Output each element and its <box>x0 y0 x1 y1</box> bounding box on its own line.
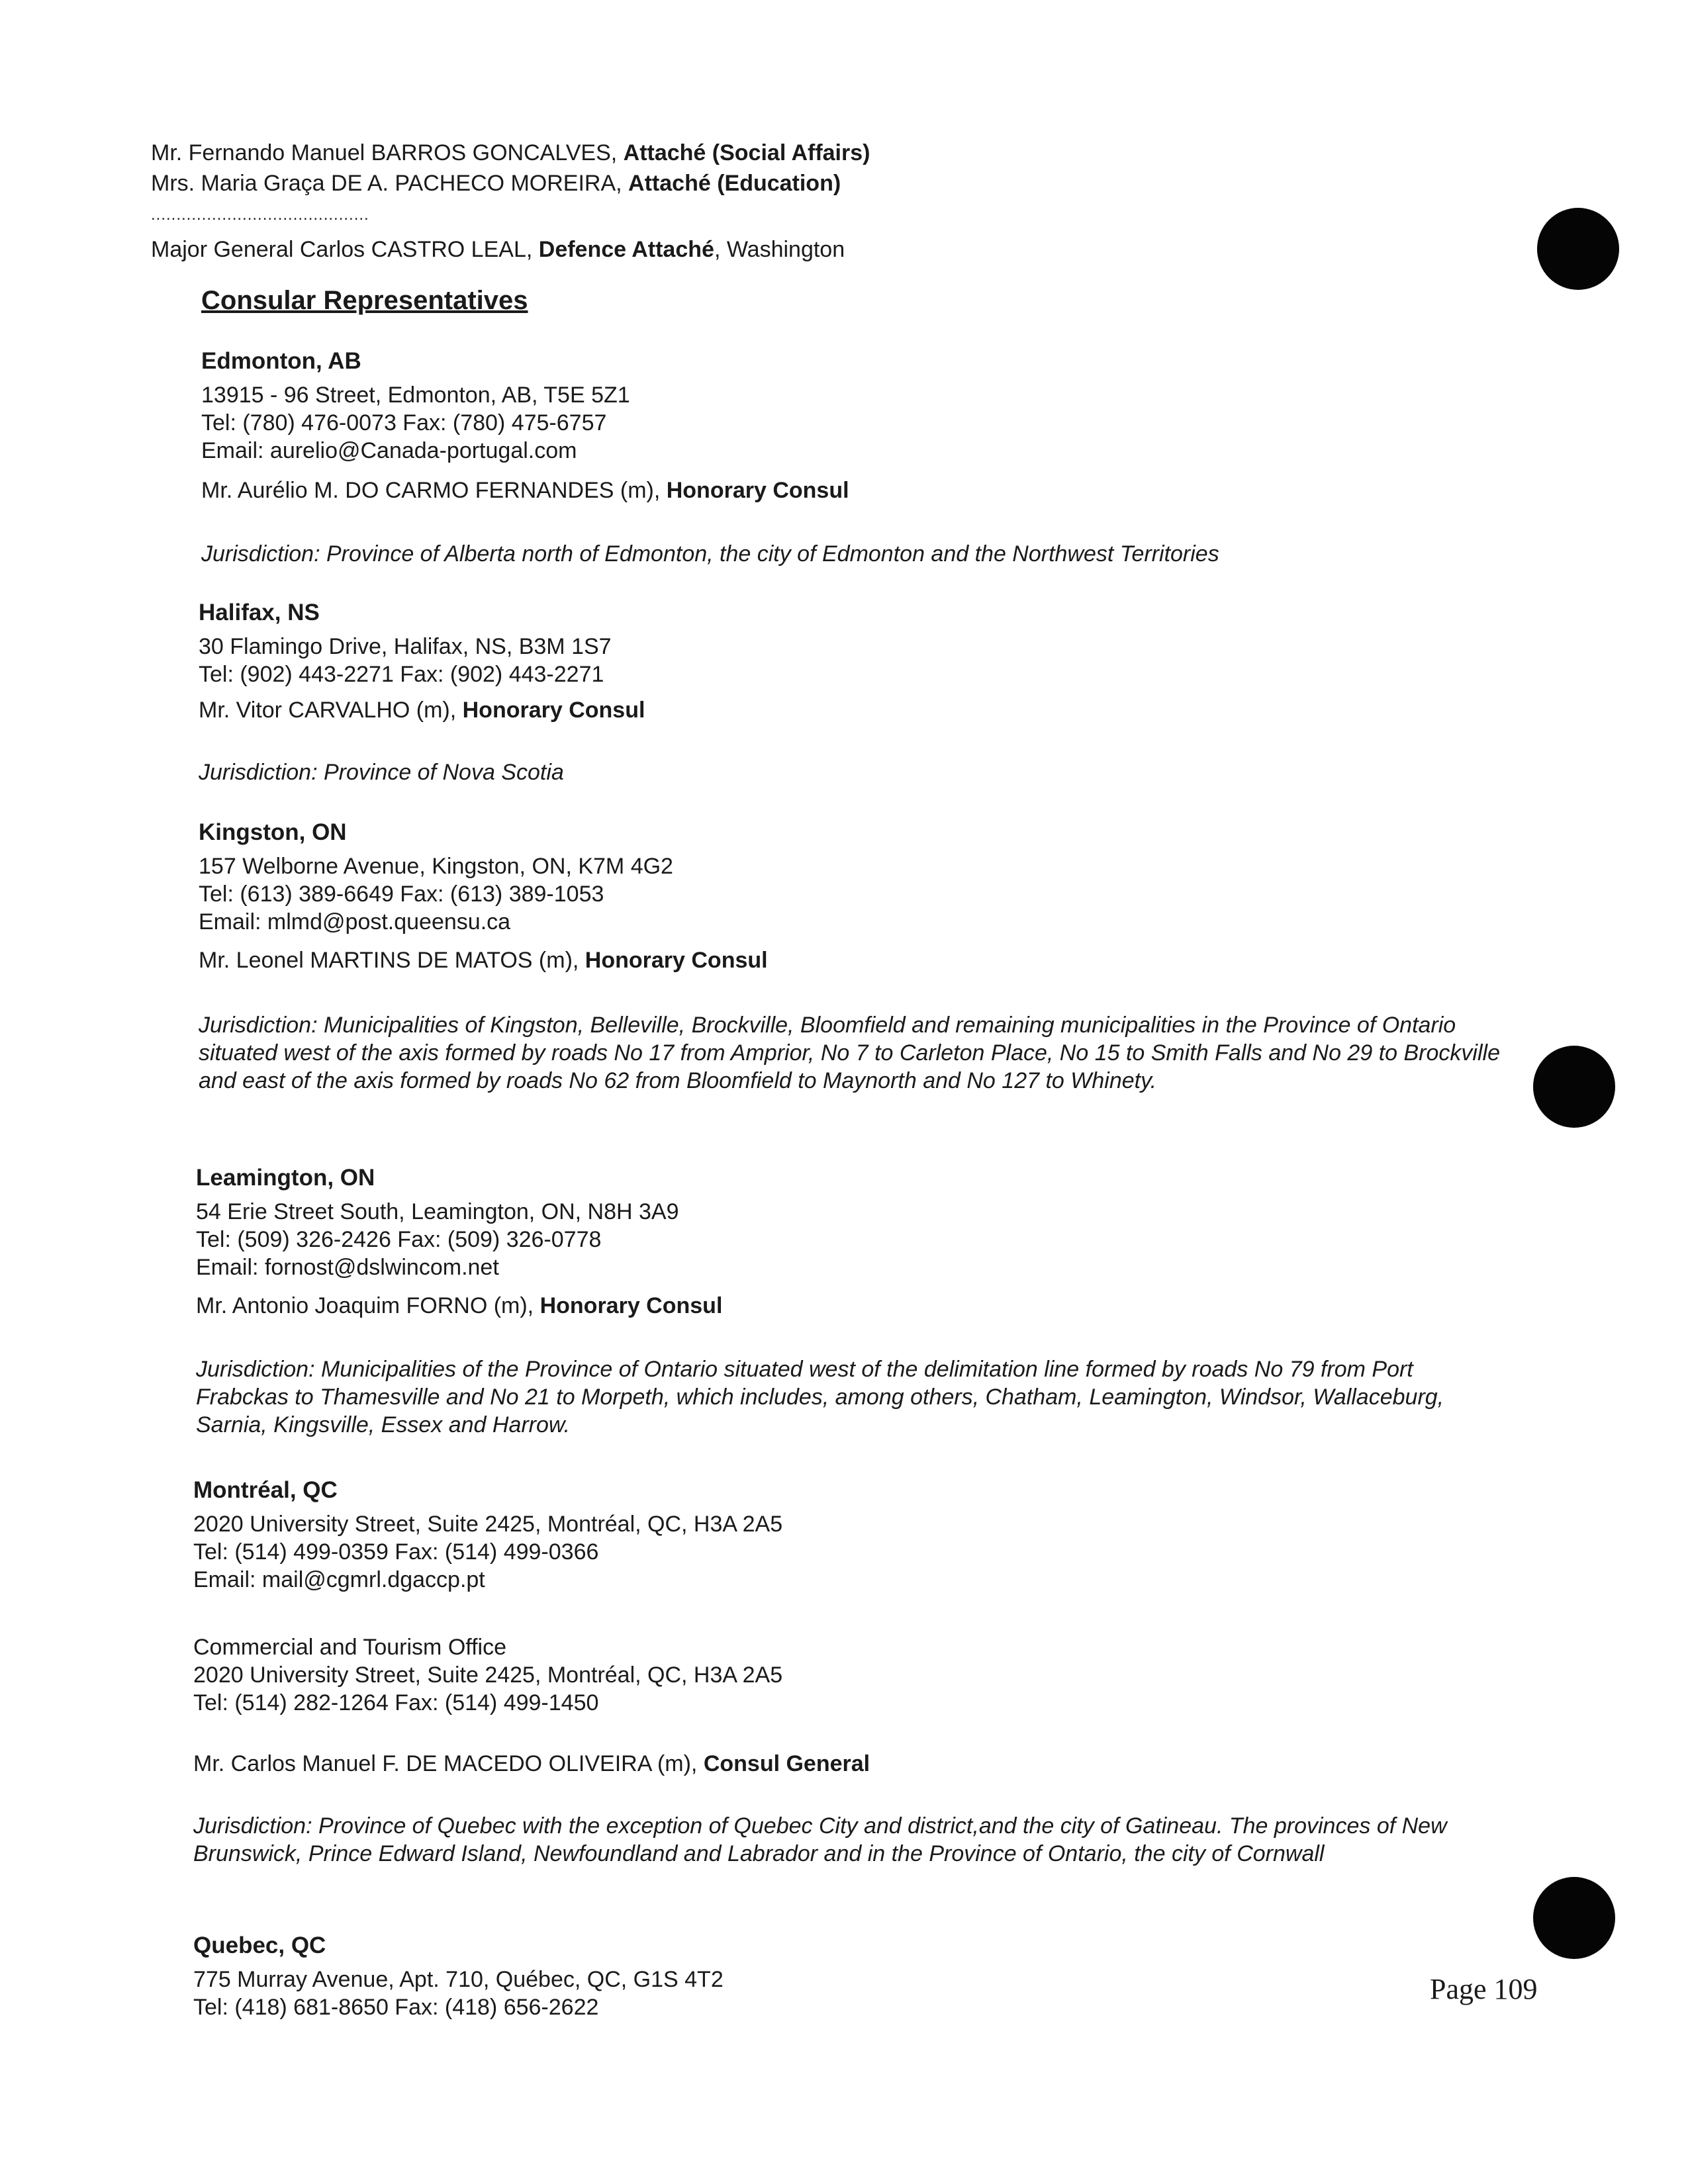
rep-title: Honorary Consul <box>539 1293 723 1318</box>
staff-name: Major General Carlos CASTRO LEAL, <box>151 237 539 262</box>
jurisdiction-kingston: Jurisdiction: Municipalities of Kingston, Belleville, Brockville, Bloomfield and remaining municipalities in the Province of Ontario situated west of the axis formed by roads No 17 from Amprior, No 7 to Carleton Place, No 15 to Smith Falls and No 29 to Brockville and east of the axis formed by roads No 62 from Bloomfield to Maynorth and No 127 to Whinety. <box>199 1013 1500 1093</box>
email-leamington: Email: fornost@dslwincom.net <box>196 1255 499 1280</box>
punch-hole-bottom <box>1533 1877 1615 1959</box>
staff-line-defence <box>151 236 845 263</box>
page-number: Page 109 <box>1430 1973 1538 2005</box>
tel-fax-kingston: Tel: (613) 389-6649 Fax: (613) 389-1053 <box>199 882 604 907</box>
rep-halifax <box>199 696 645 724</box>
email-kingston: Email: mlmd@post.queensu.ca <box>199 909 511 934</box>
address-montreal: 2020 University Street, Suite 2425, Montréal, QC, H3A 2A5 <box>193 1512 783 1537</box>
city-heading-halifax: Halifax, NS <box>199 600 320 625</box>
jurisdiction-halifax: Jurisdiction: Province of Nova Scotia <box>199 760 564 785</box>
address-halifax: 30 Flamingo Drive, Halifax, NS, B3M 1S7 <box>199 634 612 659</box>
address-edmonton: 13915 - 96 Street, Edmonton, AB, T5E 5Z1 <box>201 383 630 408</box>
rep-leamington <box>196 1292 722 1320</box>
staff-line-social-affairs <box>151 139 870 167</box>
tel-fax-montreal: Tel: (514) 499-0359 Fax: (514) 499-0366 <box>193 1539 599 1565</box>
tel-fax-edmonton: Tel: (780) 476-0073 Fax: (780) 475-6757 <box>201 410 607 435</box>
jurisdiction-montreal: Jurisdiction: Province of Quebec with the exception of Quebec City and district,and the city of Gatineau. The provinces of New Brunswick, Prince Edward Island, Newfoundland and Labrador and in the Province of Ontario, the city of Cornwall <box>193 1813 1447 1866</box>
rep-name: Mr. Antonio Joaquim FORNO (m), <box>196 1293 540 1318</box>
tel-fax-quebec: Tel: (418) 681-8650 Fax: (418) 656-2622 <box>193 1995 599 2020</box>
rep-title: Consul General <box>703 1751 870 1776</box>
rep-name: Mr. Vitor CARVALHO (m), <box>199 698 463 723</box>
staff-title: Attaché (Social Affairs) <box>623 140 870 165</box>
city-heading-montreal: Montréal, QC <box>193 1477 338 1503</box>
punch-hole-top <box>1537 208 1619 290</box>
office-name-montreal: Commercial and Tourism Office <box>193 1635 507 1660</box>
address-kingston: 157 Welborne Avenue, Kingston, ON, K7M 4G2 <box>199 854 673 879</box>
city-heading-leamington: Leamington, ON <box>196 1165 375 1191</box>
city-heading-quebec: Quebec, QC <box>193 1933 326 1958</box>
staff-title: Attaché (Education) <box>628 171 841 196</box>
jurisdiction-leamington: Jurisdiction: Municipalities of the Province of Ontario situated west of the delimitation line formed by roads No 79 from Port Frabckas to Thamesville and No 21 to Morpeth, which includes, among others, Chatham, Leamington, Windsor, Wallaceburg, Sarnia, Kingsville, Essex and Harrow. <box>196 1357 1444 1437</box>
staff-suffix: , Washington <box>714 237 845 262</box>
rep-kingston <box>199 946 768 974</box>
rep-name: Mr. Leonel MARTINS DE MATOS (m), <box>199 948 585 973</box>
staff-line-education <box>151 169 841 197</box>
separator-dots: ........................................... <box>151 206 369 224</box>
rep-title: Honorary Consul <box>666 478 849 503</box>
staff-name: Mr. Fernando Manuel BARROS GONCALVES, <box>151 140 624 165</box>
staff-title: Defence Attaché <box>538 237 714 262</box>
rep-name: Mr. Aurélio M. DO CARMO FERNANDES (m), <box>201 478 667 503</box>
section-heading: Consular Representatives <box>201 286 528 315</box>
office-tel-fax-montreal: Tel: (514) 282-1264 Fax: (514) 499-1450 <box>193 1690 599 1715</box>
address-leamington: 54 Erie Street South, Leamington, ON, N8H 3A9 <box>196 1199 679 1224</box>
rep-name: Mr. Carlos Manuel F. DE MACEDO OLIVEIRA (m), <box>193 1751 704 1776</box>
email-edmonton: Email: aurelio@Canada-portugal.com <box>201 438 577 463</box>
city-heading-edmonton: Edmonton, AB <box>201 348 361 374</box>
email-montreal: Email: mail@cgmrl.dgaccp.pt <box>193 1567 485 1592</box>
address-quebec: 775 Murray Avenue, Apt. 710, Québec, QC, G1S 4T2 <box>193 1967 724 1992</box>
rep-title: Honorary Consul <box>585 948 768 973</box>
office-address-montreal: 2020 University Street, Suite 2425, Montréal, QC, H3A 2A5 <box>193 1662 783 1688</box>
tel-fax-halifax: Tel: (902) 443-2271 Fax: (902) 443-2271 <box>199 662 604 687</box>
rep-edmonton <box>201 477 849 504</box>
tel-fax-leamington: Tel: (509) 326-2426 Fax: (509) 326-0778 <box>196 1227 602 1252</box>
staff-name: Mrs. Maria Graça DE A. PACHECO MOREIRA, <box>151 171 629 196</box>
rep-title: Honorary Consul <box>462 698 645 723</box>
jurisdiction-edmonton: Jurisdiction: Province of Alberta north of Edmonton, the city of Edmonton and the Northwest Territories <box>201 541 1219 567</box>
rep-montreal <box>193 1750 870 1778</box>
punch-hole-middle <box>1533 1046 1615 1128</box>
city-heading-kingston: Kingston, ON <box>199 819 347 845</box>
